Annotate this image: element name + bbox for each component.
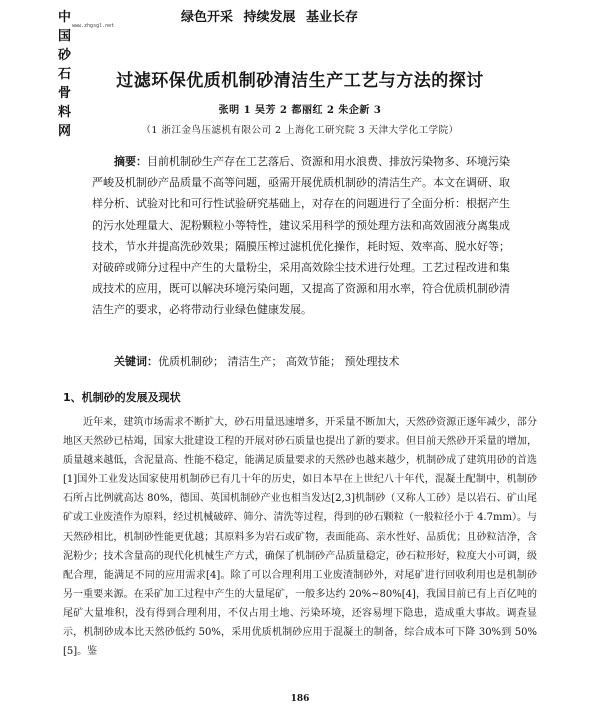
abstract-text: 目前机制砂生产存在工艺落后、资源和用水浪费、排放污染物多、环境污染严峻及机制砂产品质量不高等问题，亟需开展优质机制砂的清洁生产。本文在调研、取样分析、试验对比和可行性试验研究基础上，对存在的问题进行了全面分析：根据产生的污水处理量大、泥粉颗粒小等特性，建议采用科学的预处理方法和高效固液分离集成技术，节水并提高洗砂效果；隔膜压榨过滤机优化操作，耗时短、效率高、脱水好等；对破碎或筛分过程中产生的大量粉尘，采用高效除尘技术进行处理。工艺过程改进和集成技术的应用，既可以解决环境污染问题，又提高了资源和用水率，符合优质机制砂清洁生产的要求，必将带动行业绿色健康发展。 xyxy=(92,155,510,317)
keywords-text: 优质机制砂； 清洁生产； 高效节能； 预处理技术 xyxy=(158,355,400,368)
keywords xyxy=(92,353,510,369)
section-heading: 1、机制砂的发展及现状 xyxy=(63,391,181,404)
abstract-label: 摘要： xyxy=(114,155,147,168)
site-brand: 中国砂石骨料网 xyxy=(58,10,71,139)
site-slogan: 绿色开采 持续发展 基业长存 xyxy=(181,10,359,25)
paper-authors: 张明 1 吴芳 2 都丽红 2 朱企新 3 xyxy=(218,105,382,116)
body-paragraph: 近年来，建筑市场需求不断扩大，砂石用量迅速增多，开采量不断加大，天然砂资源正逐年减少，部分地区天然砂已枯竭，国家大批建设工程的开展对砂石质量也提出了新的要求。但目前天然砂开采量的增加，质量越来越低，含泥量高、性能不稳定，能满足质量要求的天然砂也越来越少，机制砂成了建筑用砂的首选[1]国外工业发达国家使用机制砂已有几十年的历史，如日本早在上世纪八十年代，混凝土配制中，机制砂石所占比例就高达 80%，德国、英国机制砂产业也相当发达[2,3]机制砂（又称人工砂）是以岩石、矿山尾矿或工业废渣作为原料，经过机械破碎、筛分、清洗等过程，得到的砂石颗粒（一般粒径小于 4.7mm）。与天然砂相比，机制砂性能更优越；其原料多为岩石或矿物，表面能高、亲水性好、品质优；且砂粒洁净，含泥粉少；技术含量高的现代化机械生产方式，确保了机制砂产品质量稳定，砂石粒形好，粒度大小可调，级配合理，能满足不同的应用需求[4]。除了可以合理利用工业废渣制砂外，对尾矿进行回收利用也是机制砂另一重要来源。在采矿加工过程中产生的大量尾矿，一般多达约 20%~80%[4]，我国目前已有上百亿吨的尾矿大量堆积，没有得到合理利用，不仅占用土地、污染环境，还容易埋下隐患，造成重大事故。调查显示，机制砂成本比天然砂低约 50%，采用优质机制砂应用于混凝土的制备，综合成本可下降 30%到 50%[5]。鉴 xyxy=(63,417,537,658)
paper-title: 过滤环保优质机制砂清洁生产工艺与方法的探讨 xyxy=(116,71,484,91)
page-number: 186 xyxy=(290,694,310,704)
keywords-label: 关键词： xyxy=(114,355,158,368)
abstract xyxy=(92,151,510,321)
paper-affiliations: （1 浙江金鸟压滤机有限公司 2 上海化工研究院 3 天津大学化工学院） xyxy=(141,125,459,136)
site-url: www.zhgsgl.net xyxy=(72,23,115,29)
